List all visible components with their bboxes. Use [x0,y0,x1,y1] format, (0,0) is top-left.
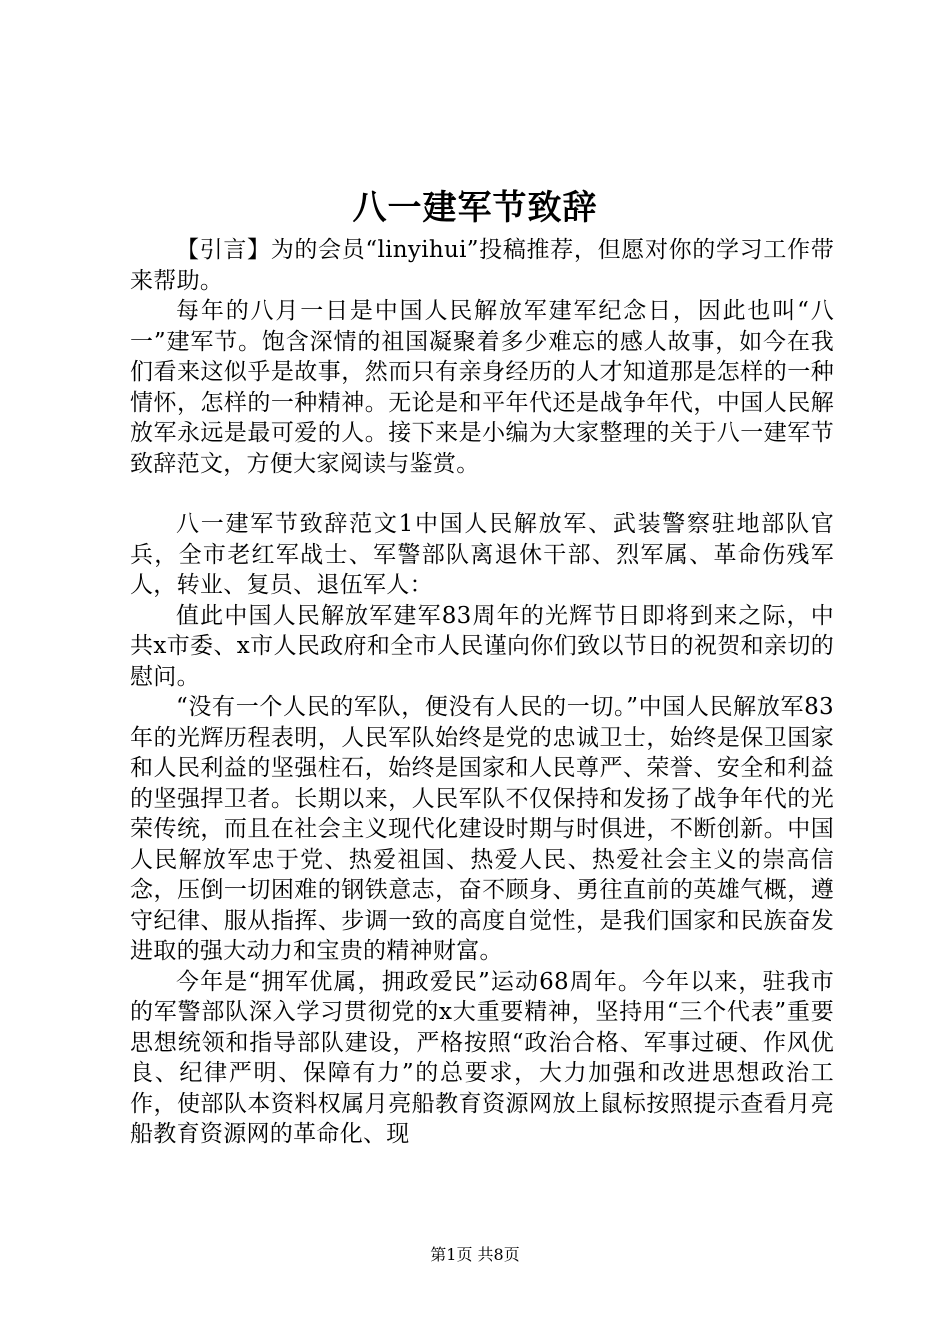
page-number-footer: 第1页 共8页 [430,1245,520,1264]
document-title: 八一建军节致辞 [352,188,598,228]
body-paragraph: “没有一个人民的军队，便没有人民的一切。”中国人民解放军83年的光辉历程表明，人民军队始终是党的忠诚卫士，始终是保卫国家和人民利益的坚强柱石，始终是国家和人民尊严、荣誉、安全和利益的坚强捍卫者。长期以来，人民军队不仅保持和发扬了战争年代的光荣传统，而且在社会主义现代化建设时期与时俱进，不断创新。中国人民解放军忠于党、热爱祖国、热爱人民、热爱社会主义的崇高信念，压倒一切困难的钢铁意志，奋不顾身、勇往直前的英雄气概，遵守纪律、服从指挥、步调一致的高度自觉性，是我们国家和民族奋发进取的强大动力和宝贵的精神财富。 [130,694,834,964]
body-paragraph: 值此中国人民解放军建军83周年的光辉节日即将到来之际，中共x市委、x市人民政府和全市人民谨向你们致以节日的祝贺和亲切的慰问。 [130,602,834,690]
document-body [130,235,834,1150]
intro-paragraph: 【引言】为的会员“linyihui”投稿推荐，但愿对你的学习工作带来帮助。 [130,237,834,294]
body-paragraph: 八一建军节致辞范文1中国人民解放军、武装警察驻地部队官兵，全市老红军战士、军警部队离退休干部、烈军属、革命伤残军人，转业、复员、退伍军人： [130,511,834,598]
body-paragraph: 今年是“拥军优属，拥政爱民”运动68周年。今年以来，驻我市的军警部队深入学习贯彻党的x大重要精神，坚持用“三个代表”重要思想统领和指导部队建设，严格按照“政治合格、军事过硬、作风优良、纪律严明、保障有力”的总要求，大力加强和改进思想政治工作，使部队本资料权属月亮船教育资源网放上鼠标按照提示查看月亮船教育资源网的革命化、现 [130,968,834,1147]
body-paragraph: 每年的八月一日是中国人民解放军建军纪念日，因此也叫“八一”建军节。饱含深情的祖国凝聚着多少难忘的感人故事，如今在我们看来这似乎是故事，然而只有亲身经历的人才知道那是怎样的一种情怀，怎样的一种精神。无论是和平年代还是战争年代，中国人民解放军永远是最可爱的人。接下来是小编为大家整理的关于八一建军节致辞范文，方便大家阅读与鉴赏。 [130,298,834,477]
